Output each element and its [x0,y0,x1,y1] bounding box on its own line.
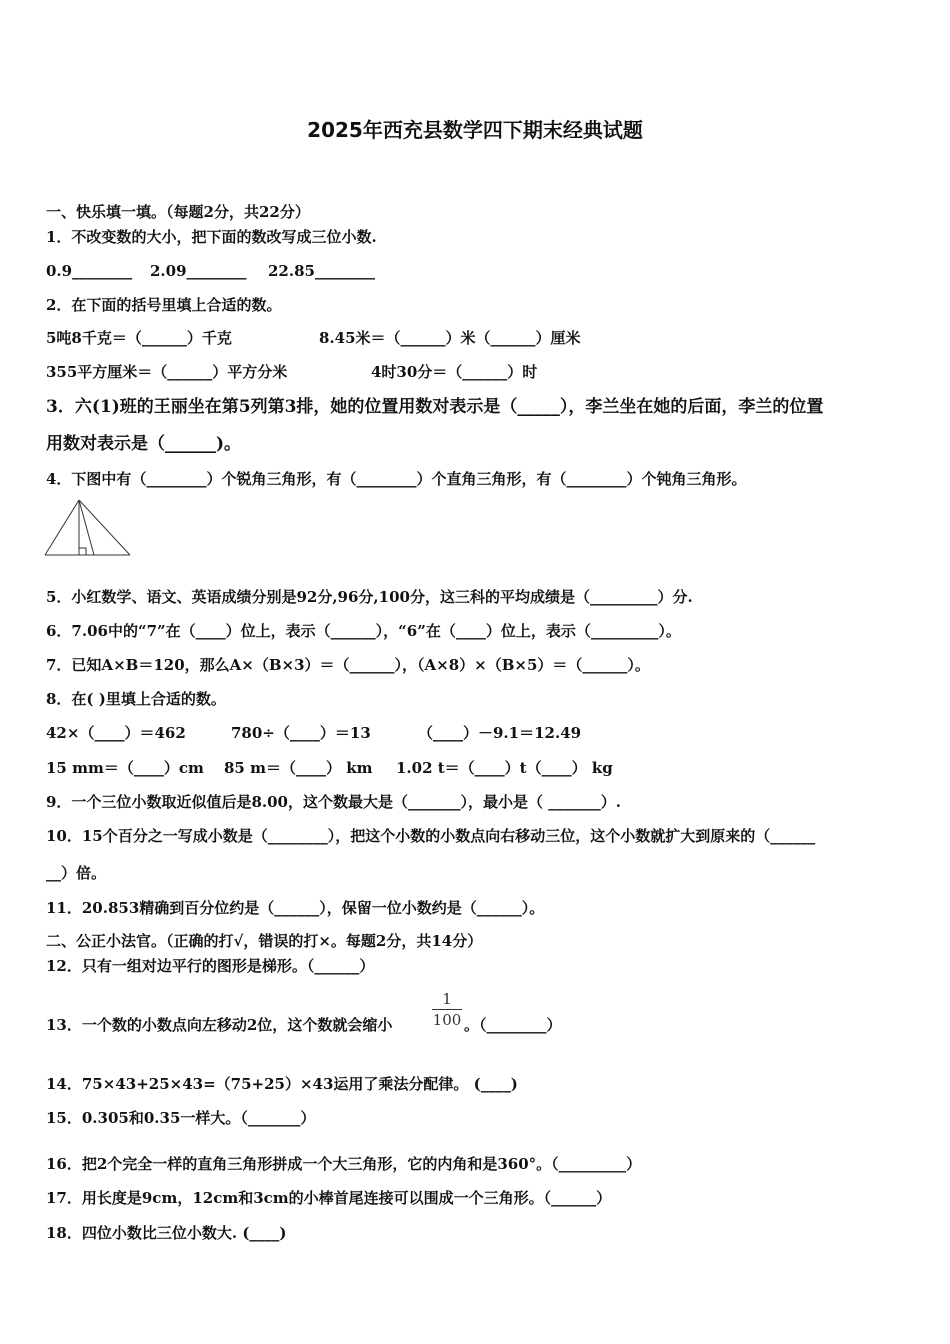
question-4: 4．下图中有（________）个锐角三角形，有（________）个直角三角形，有（________）个钝角三角形。 [46,470,747,488]
q1-item-1: 0.9________ [46,262,133,280]
triangle-figure [44,498,134,558]
question-5: 5．小红数学、语文、英语成绩分别是92分,96分,100分，这三科的平均成绩是（_________）分. [46,588,693,606]
question-12: 12．只有一组对边平行的图形是梯形。（______） [46,957,375,975]
q8-item-6: 1.02 t＝（____）t（____） kg [396,759,613,777]
question-3-line-1: 3．六(1)班的王丽坐在第5列第3排，她的位置用数对表示是（_____），李兰坐在她的后面，李兰的位置 [46,397,824,417]
q2-item-3: 355平方厘米＝（______）平方分米 [46,363,288,381]
q8-item-2: 780÷（____）＝13 [231,724,371,742]
fraction-one-hundredth [432,990,462,1029]
question-2-row-2 [46,363,646,381]
question-16: 16．把2个完全一样的直角三角形拼成一个大三角形，它的内角和是360°。（_________） [46,1155,642,1173]
question-10-line-2: __）倍。 [46,864,107,882]
fraction-denominator: 100 [432,1011,462,1029]
question-1: 1．不改变数的大小，把下面的数改写成三位小数. [46,228,377,246]
question-3-line-2: 用数对表示是（______)。 [46,434,242,454]
question-11: 11．20.853精确到百分位约是（______），保留一位小数约是（______）。 [46,899,545,917]
question-2-row-1 [46,329,646,347]
question-8-row-2 [46,759,646,777]
question-9: 9．一个三位小数取近似值后是8.00，这个数最大是（_______），最小是（ _______）. [46,793,621,811]
q8-item-5: 85 m＝（____） km [224,759,373,777]
fraction-numerator: 1 [442,990,452,1008]
question-18: 18．四位小数比三位小数大. (____) [46,1224,287,1242]
page-title: 2025年西充县数学四下期末经典试题 [307,118,643,142]
q2-item-2: 8.45米＝（______）米（______）厘米 [319,329,581,347]
q1-item-3: 22.85________ [268,262,375,280]
q8-item-4: 15 mm＝（____）cm [46,759,204,777]
question-13-answer: 。（________） [464,1016,562,1034]
question-15: 15．0.305和0.35一样大。（_______） [46,1109,316,1127]
question-14: 14．75×43+25×43=（75+25）×43运用了乘法分配律。 (____) [46,1075,518,1093]
q2-item-4: 4时30分＝（______）时 [371,363,538,381]
fraction-bar [432,1009,462,1010]
question-10-line-1: 10．15个百分之一写成小数是（________），把这个小数的小数点向右移动三位，这个小数就扩大到原来的（______ [46,827,816,845]
question-7: 7．已知A×B＝120，那么A×（B×3）＝（______），（A×8）×（B×5）＝（______）。 [46,656,650,674]
section-1-heading: 一、快乐填一填。（每题2分，共22分） [46,203,310,221]
triangle-left-side [45,500,79,555]
right-angle-mark [79,548,86,555]
q2-item-1: 5吨8千克＝（______）千克 [46,329,232,347]
question-8: 8．在( )里填上合适的数。 [46,690,226,708]
question-8-row-1 [46,724,646,742]
section-2-heading: 二、公正小法官。（正确的打√，错误的打×。每题2分，共14分） [46,932,483,950]
q1-item-2: 2.09________ [150,262,247,280]
question-2: 2．在下面的括号里填上合适的数。 [46,296,282,314]
q8-item-3: （____）－9.1＝12.49 [418,724,582,742]
q8-item-1: 42×（____）＝462 [46,724,186,742]
question-1-items [46,262,446,280]
question-6: 6．7.06中的“7”在（____）位上，表示（______），“6”在（____）位上，表示（_________）。 [46,622,681,640]
question-13-text: 13．一个数的小数点向左移动2位，这个数就会缩小 [46,1016,393,1034]
question-17: 17．用长度是9cm，12cm和3cm的小棒首尾连接可以围成一个三角形。（______） [46,1189,612,1207]
